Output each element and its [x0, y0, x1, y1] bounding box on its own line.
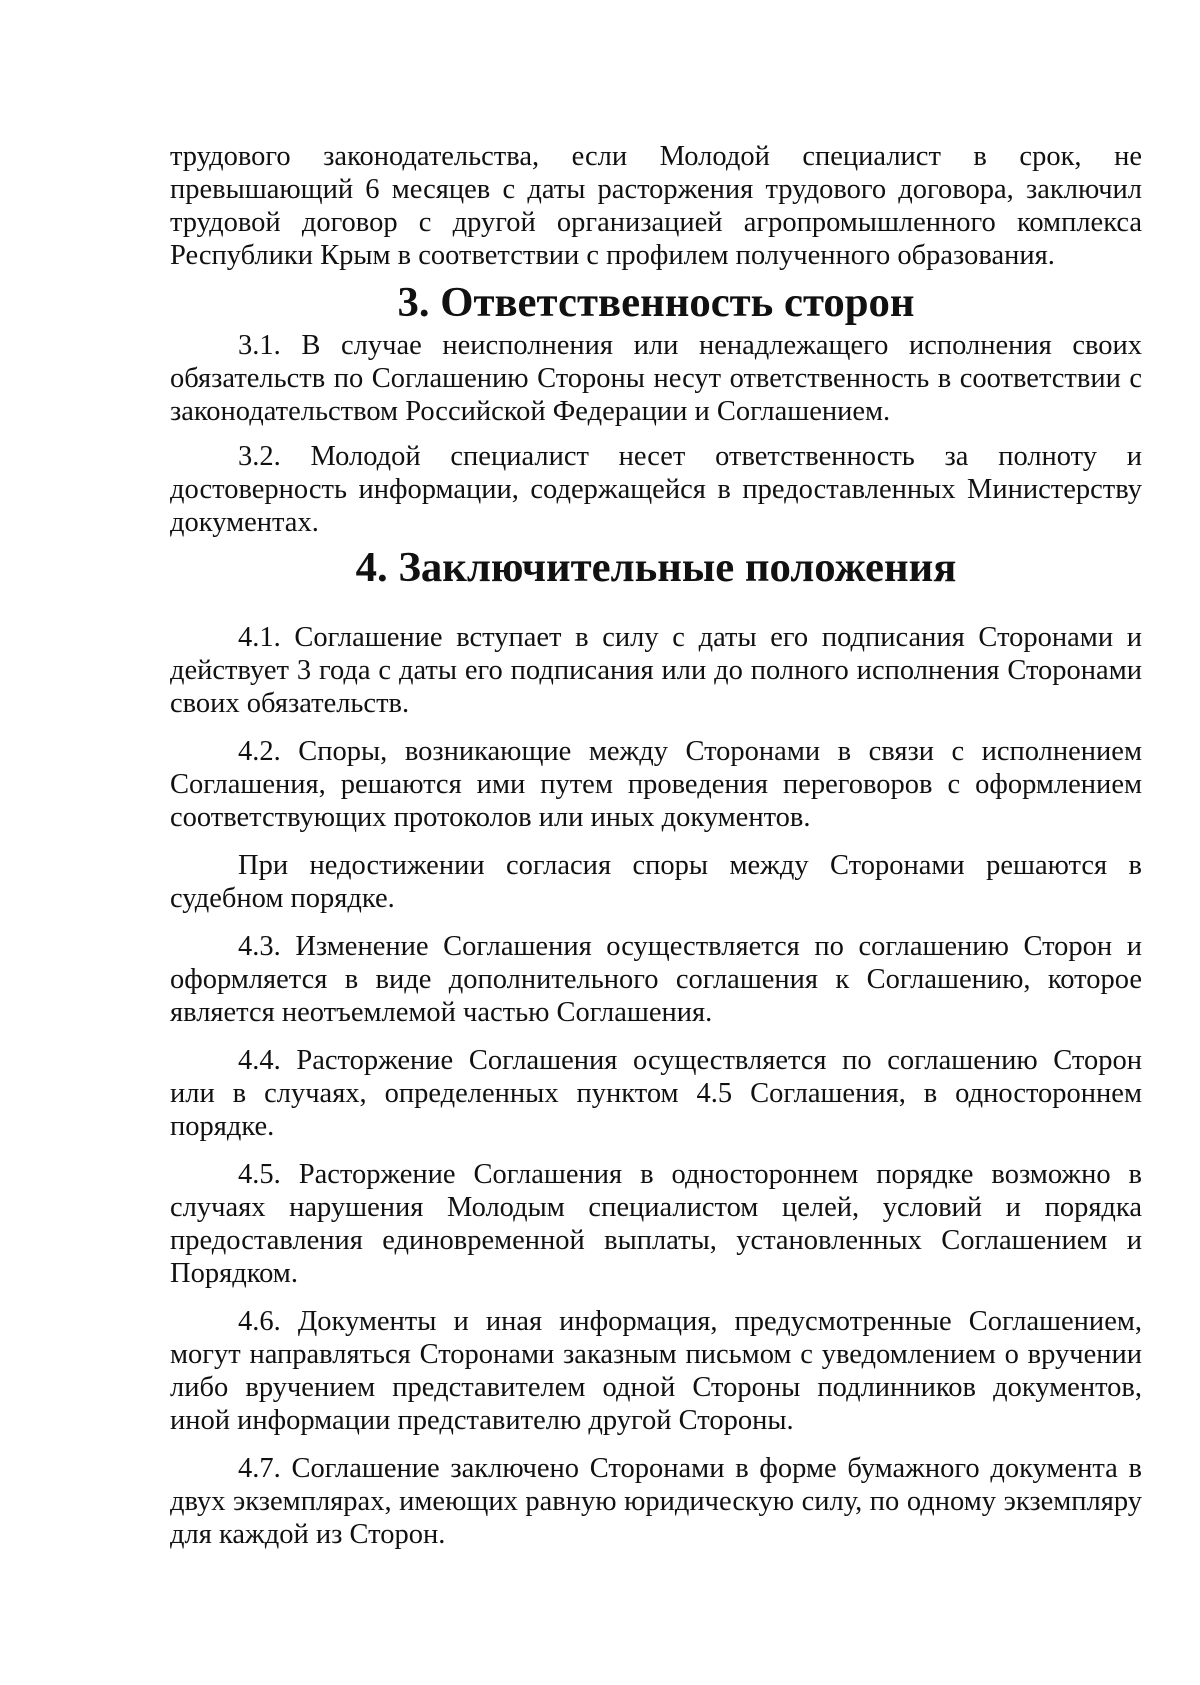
paragraph-4-2-continuation: При недостижении согласия споры между Сторонами решаются в судебном порядке.	[170, 850, 1142, 914]
paragraph-4-7: 4.7. Соглашение заключено Сторонами в форме бумажного документа в двух экземплярах, имеющих равную юридическую силу, по одному экземпляру для каждой из Сторон.	[170, 1453, 1142, 1550]
paragraph-3-1: 3.1. В случае неисполнения или ненадлежащего исполнения своих обязательств по Соглашению Стороны несут ответственность в соответствии с законодательством Российской Федерации и Соглашением.	[170, 330, 1142, 427]
section-4-heading: 4. Заключительные положения	[355, 544, 957, 591]
paragraph-4-1: 4.1. Соглашение вступает в силу с даты его подписания Сторонами и действует 3 года с даты его подписания или до полного исполнения Сторонами своих обязательств.	[170, 622, 1142, 719]
paragraph-4-2: 4.2. Споры, возникающие между Сторонами в связи с исполнением Соглашения, решаются ими путем проведения переговоров с оформлением соответствующих протоколов или иных документов.	[170, 736, 1142, 833]
paragraph-4-5: 4.5. Расторжение Соглашения в одностороннем порядке возможно в случаях нарушения Молодым специалистом целей, условий и порядка предоставления единовременной выплаты, установленных Соглашением и Порядком.	[170, 1159, 1142, 1289]
document-page	[170, 140, 1142, 1551]
paragraph-4-3: 4.3. Изменение Соглашения осуществляется по соглашению Сторон и оформляется в виде дополнительного соглашения к Соглашению, которое является неотъемлемой частью Соглашения.	[170, 931, 1142, 1028]
paragraph-4-6: 4.6. Документы и иная информация, предусмотренные Соглашением, могут направляться Сторонами заказным письмом с уведомлением о вручении либо вручением представителем одной Стороны подлинников документов, иной информации представителю другой Стороны.	[170, 1306, 1142, 1436]
section-3-heading: 3. Ответственность сторон	[397, 279, 915, 326]
paragraph-4-4: 4.4. Расторжение Соглашения осуществляется по соглашению Сторон или в случаях, определенных пунктом 4.5 Соглашения, в одностороннем порядке.	[170, 1045, 1142, 1142]
paragraph-3-2: 3.2. Молодой специалист несет ответственность за полноту и достоверность информации, содержащейся в предоставленных Министерству документах.	[170, 441, 1142, 538]
intro-paragraph: трудового законодательства, если Молодой специалист в срок, не превышающий 6 месяцев с даты расторжения трудового договора, заключил трудовой договор с другой организацией агропромышленного комплекса Республики Крым в соответствии с профилем полученного образования.	[170, 141, 1142, 271]
